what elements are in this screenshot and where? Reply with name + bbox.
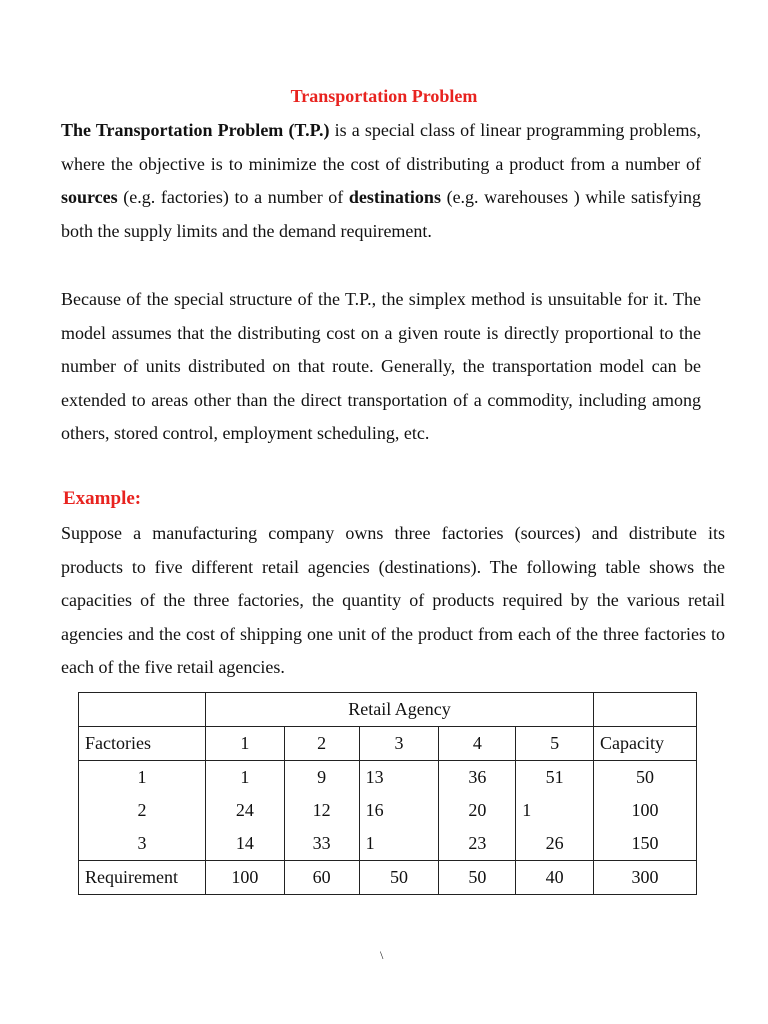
cost-cell: 36: [439, 761, 516, 795]
agency-header: 5: [516, 727, 594, 761]
cost-cell: 12: [284, 794, 359, 827]
structure-paragraph: Because of the special structure of the T.P., the simplex method is unsuitable for it. The model assumes that the distributing cost on a given route is directly proportional to the number of units distributed on that route. Generally, the transportation model can be extended to areas other than the direct transportation of a commodity, including among others, stored control, employment scheduling, etc.: [61, 289, 701, 444]
cost-cell: 1: [516, 794, 594, 827]
page-title: Transportation Problem: [290, 86, 478, 106]
cost-cell: 51: [516, 761, 594, 795]
transportation-table: [78, 692, 697, 895]
cost-cell: 33: [284, 827, 359, 861]
requirement-cell: 50: [359, 861, 439, 895]
capacity-corner-cell: [594, 693, 697, 727]
cost-cell: 9: [284, 761, 359, 795]
factory-label: 1: [79, 761, 206, 795]
agency-header: 3: [359, 727, 439, 761]
total-cell: 300: [594, 861, 697, 895]
capacity-header: Capacity: [594, 727, 697, 761]
factory-label: 3: [79, 827, 206, 861]
term-sources: sources: [61, 187, 118, 208]
requirement-label: Requirement: [79, 861, 206, 895]
requirement-cell: 50: [439, 861, 516, 895]
page-number: \: [380, 948, 384, 962]
agency-header: 1: [205, 727, 284, 761]
table-header-row: [79, 693, 697, 727]
intro-text-3: (e.g. warehouses ) while satisfying both the supply limits and the demand requirement.: [61, 187, 701, 241]
cost-cell: 24: [205, 794, 284, 827]
example-heading: Example:: [63, 488, 142, 509]
requirement-row: [79, 861, 697, 895]
example-paragraph: Suppose a manufacturing company owns three factories (sources) and distribute its products to five different retail agencies (destinations). The following table shows the capacities of the three factories, the quantity of products required by the various retail agencies and the cost of shipping one unit of the product from each of the three factories to each of the five retail agencies.: [61, 523, 725, 678]
cost-cell: 14: [205, 827, 284, 861]
agency-header: 2: [284, 727, 359, 761]
cost-cell: 1: [359, 827, 439, 861]
factory-label: 2: [79, 794, 206, 827]
table-row: [79, 761, 697, 795]
intro-paragraph: [61, 114, 701, 248]
requirement-cell: 40: [516, 861, 594, 895]
table-corner-cell: [79, 693, 206, 727]
requirement-cell: 60: [284, 861, 359, 895]
term-tp: The Transportation Problem (T.P.): [61, 120, 330, 140]
agency-header: 4: [439, 727, 516, 761]
factories-header: Factories: [79, 727, 206, 761]
cost-cell: 1: [205, 761, 284, 795]
requirement-cell: 100: [205, 861, 284, 895]
term-destinations: destinations: [348, 187, 441, 208]
capacity-cell: 100: [594, 794, 697, 827]
capacity-cell: 50: [594, 761, 697, 795]
cost-cell: 23: [439, 827, 516, 861]
cost-cell: 13: [359, 761, 439, 795]
cost-cell: 20: [439, 794, 516, 827]
table-column-row: [79, 727, 697, 761]
intro-text-2: (e.g. factories) to a number of: [117, 187, 349, 208]
cost-cell: 26: [516, 827, 594, 861]
capacity-cell: 150: [594, 827, 697, 861]
table-row: [79, 794, 697, 827]
table-row: [79, 827, 697, 861]
retail-agency-header: Retail Agency: [205, 693, 593, 727]
intro-text-1: is a special class of linear programming problems, where the objective is to minimize the cost of distributing a product from a number of: [61, 120, 701, 174]
cost-cell: 16: [359, 794, 439, 827]
